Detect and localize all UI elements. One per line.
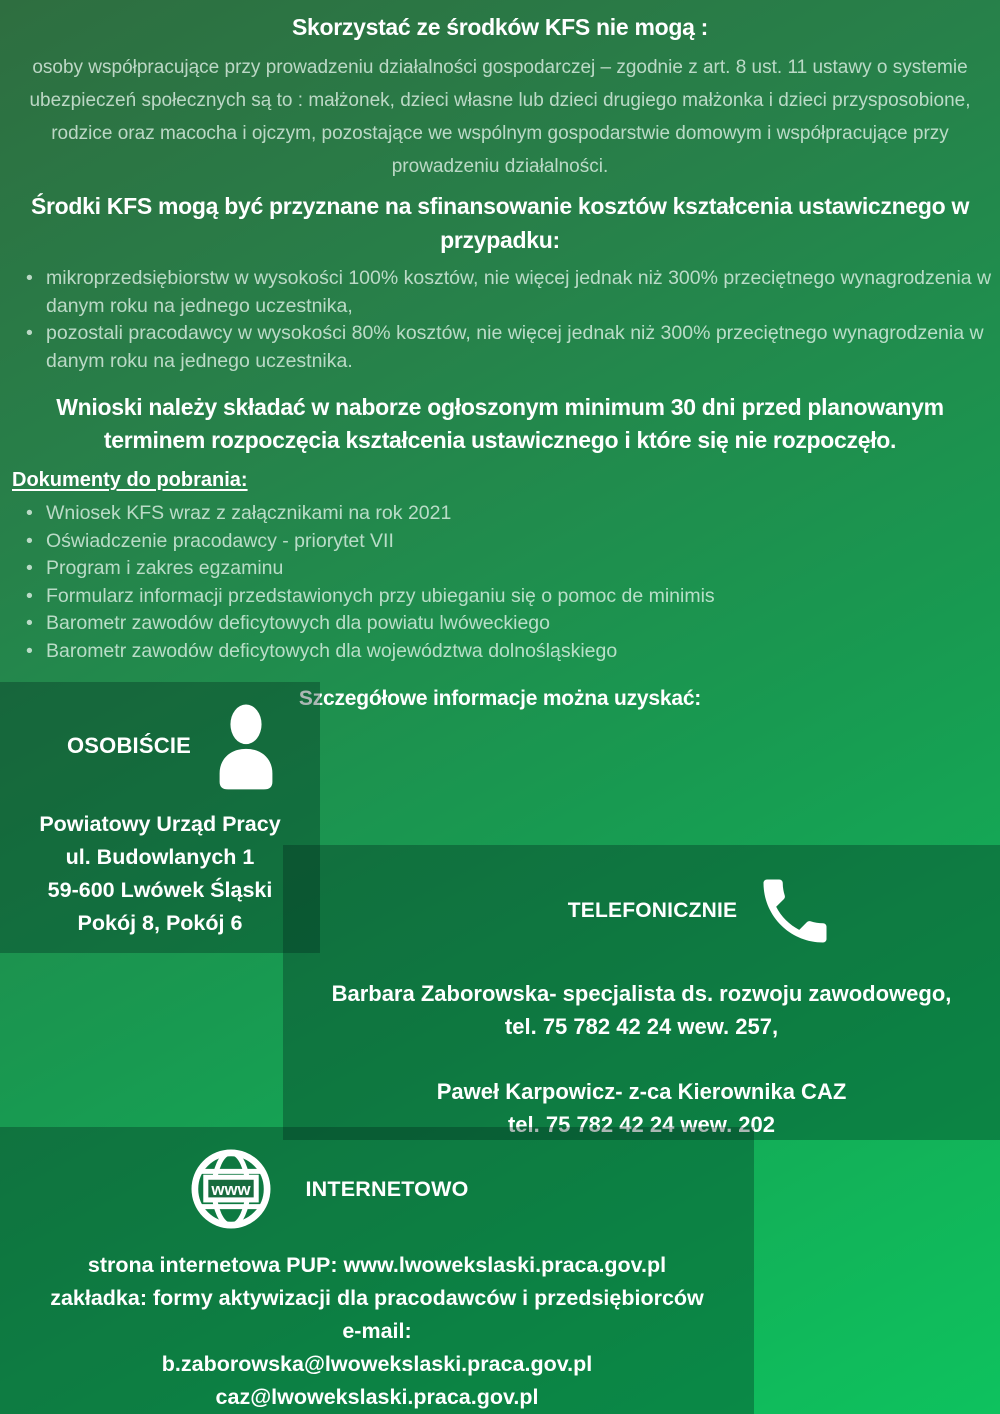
online-label: INTERNETOWO — [305, 1176, 469, 1201]
address-line: ul. Budowlanych 1 — [65, 845, 255, 869]
email-label-line: e-mail: — [342, 1319, 412, 1343]
documents-heading: Dokumenty do pobrania: — [12, 469, 248, 491]
contact-phone: tel. 75 782 42 24 wew. 257, — [504, 1014, 779, 1039]
online-panel — [0, 1127, 754, 1414]
funding-list-item: • pozostali pracodawcy w wysokości 80% kosztów, nie więcej jednak niż 300% przeciętnego wynagrodzenia w danym roku na jednego uczestnika. — [24, 320, 992, 375]
details-heading: Szczegółowe informacje można uzyskać: — [298, 687, 702, 710]
by-phone-header — [283, 861, 1000, 961]
funding-list-item: • mikroprzedsiębiorstw w wysokości 100% kosztów, nie więcej jednak niż 300% przeciętnego wynagrodzenia w danym roku na jednego uczestnika, — [24, 265, 992, 320]
address-line: Pokój 8, Pokój 6 — [77, 911, 243, 935]
contact-name: Paweł Karpowicz- z-ca Kierownika CAZ — [436, 1079, 847, 1104]
contact-name: Barbara Zaborowska- specjalista ds. rozwoju zawodowego, — [331, 981, 952, 1006]
documents-list-item: • Program i zakres egzaminu — [24, 555, 992, 583]
online-contact-lines — [0, 1249, 754, 1414]
phone-contact-1 — [283, 977, 1000, 1043]
email-address: caz@lwowekslaski.praca.gov.pl — [215, 1385, 539, 1409]
by-phone-panel — [283, 845, 1000, 1140]
in-person-header — [0, 698, 320, 794]
documents-list — [24, 500, 992, 665]
www-icon-text: www — [211, 1179, 252, 1199]
website-line: strona internetowa PUP: www.lwowekslaski.praca.gov.pl — [87, 1253, 667, 1277]
phone-icon — [753, 869, 837, 953]
exclusions-paragraph: osoby współpracujące przy prowadzeniu działalności gospodarczej – zgodnie z art. 8 ust. 11 ustawy o systemie ubezpieczeń społecznych są to : małżonek, dzieci własne lub dzieci drugiego małżonka i dzieci przysposobione, rodzice oraz macocha i ojczym, pozostające we wspólnym gospodarstwie domowym i współpracujące przy prowadzeniu działalności. — [29, 57, 971, 177]
in-person-address — [0, 808, 320, 940]
submission-notice: Wnioski należy składać w naborze ogłoszonym minimum 30 dni przed planowanym terminem rozpoczęcia kształcenia ustawicznego i które się nie rozpoczęło. — [56, 394, 944, 453]
documents-list-item: • Barometr zawodów deficytowych dla powiatu lwóweckiego — [24, 610, 992, 638]
in-person-label: OSOBIŚCIE — [66, 733, 192, 758]
contact-phone: tel. 75 782 42 24 wew. 202 — [507, 1112, 776, 1137]
documents-list-item: • Wniosek KFS wraz z załącznikami na rok 2021 — [24, 500, 992, 528]
documents-list-item: • Barometr zawodów deficytowych dla województwa dolnośląskiego — [24, 638, 992, 666]
documents-list-item: • Formularz informacji przedstawionych przy ubieganiu się o pomoc de minimis — [24, 583, 992, 611]
funding-heading: Środki KFS mogą być przyznane na sfinansowanie kosztów kształcenia ustawicznego w przypadku: — [30, 193, 970, 253]
documents-list-item: • Oświadczenie pracodawcy - priorytet VII — [24, 528, 992, 556]
by-phone-label: TELEFONICZNIE — [567, 899, 738, 922]
website-tab-line: zakładka: formy aktywizacji dla pracodawców i przedsiębiorców — [50, 1286, 704, 1310]
address-line: Powiatowy Urząd Pracy — [39, 812, 281, 836]
online-header — [0, 1139, 754, 1239]
exclusions-title: Skorzystać ze środków KFS nie mogą : — [291, 14, 709, 40]
funding-list — [24, 265, 992, 375]
email-address: b.zaborowska@lwowekslaski.praca.gov.pl — [161, 1352, 593, 1376]
globe-www-icon — [189, 1145, 273, 1233]
address-line: 59-600 Lwówek Śląski — [47, 878, 273, 902]
person-icon — [213, 702, 279, 790]
in-person-panel — [0, 682, 320, 953]
